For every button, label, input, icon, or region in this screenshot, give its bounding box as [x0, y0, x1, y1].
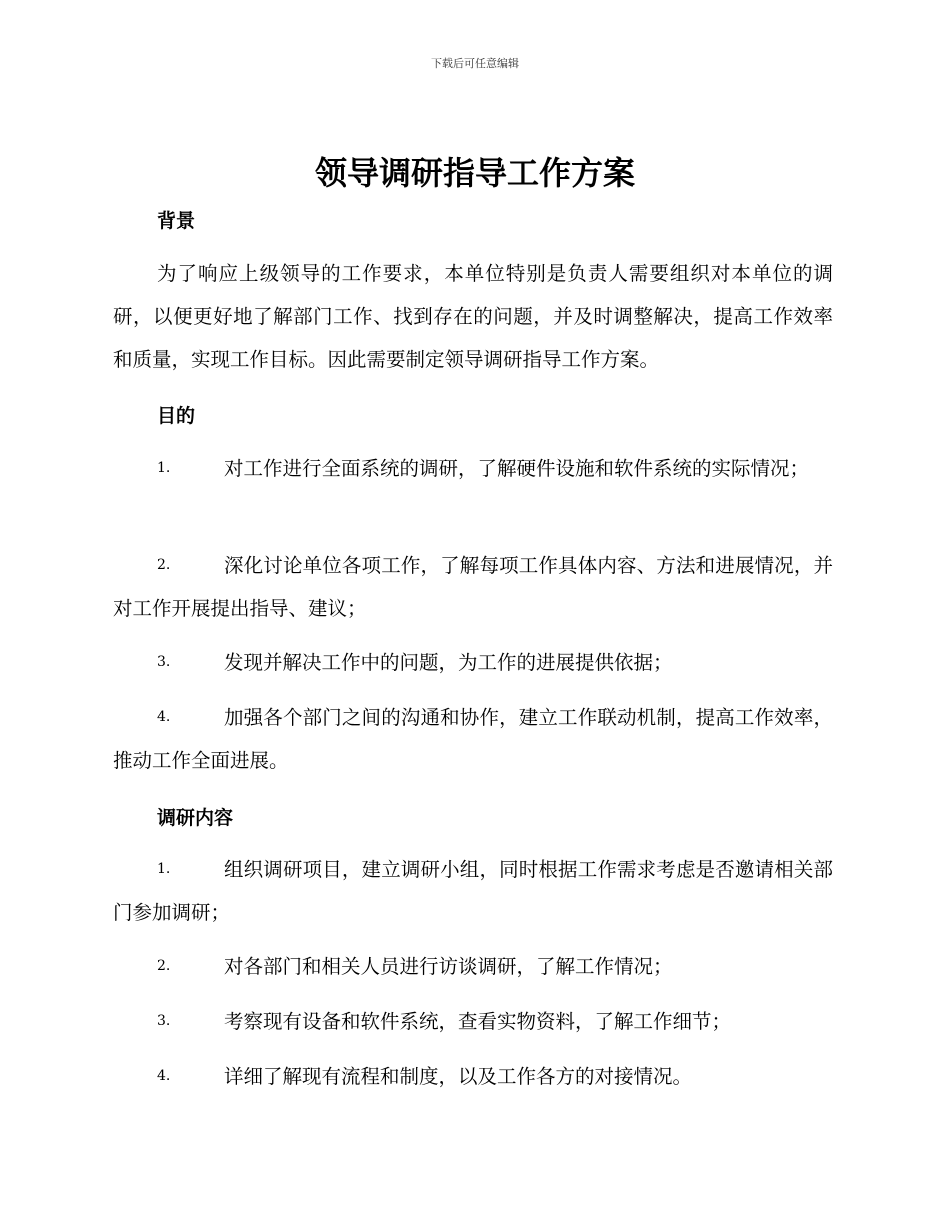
list-item-text: 详细了解现有流程和制度，以及工作各方的对接情况。 — [224, 1065, 693, 1088]
purpose-item-1 — [113, 447, 833, 490]
purpose-item-3 — [113, 641, 833, 684]
list-number: 4. — [157, 709, 171, 725]
list-item-text: 深化讨论单位各项工作，了解每项工作具体内容、方法和进展情况，并对工作开展提出指导、建议； — [113, 554, 833, 620]
heading-research-content: 调研内容 — [157, 807, 234, 829]
list-number: 1. — [157, 460, 171, 476]
content-item-3 — [113, 1000, 833, 1043]
purpose-item-2 — [113, 544, 833, 630]
background-paragraph: 为了响应上级领导的工作要求，本单位特别是负责人需要组织对本单位的调研，以便更好地了解部门工作、找到存在的问题，并及时调整解决，提高工作效率和质量，实现工作目标。因此需要制定领导调研指导工作方案。 — [113, 262, 833, 371]
document-title: 领导调研指导工作方案 — [314, 154, 635, 192]
list-item-text: 对各部门和相关人员进行访谈调研，了解工作情况； — [224, 955, 673, 978]
heading-purpose: 目的 — [157, 405, 196, 427]
purpose-item-4 — [113, 696, 833, 782]
list-number: 3. — [157, 654, 171, 670]
list-item-text: 发现并解决工作中的问题，为工作的进展提供依据； — [224, 651, 673, 674]
list-number: 2. — [157, 958, 171, 974]
list-number: 1. — [157, 861, 171, 877]
content-item-1 — [113, 848, 833, 934]
list-item-text: 对工作进行全面系统的调研，了解硬件设施和软件系统的实际情况； — [224, 457, 810, 480]
content-item-4 — [113, 1055, 833, 1098]
content-item-2 — [113, 945, 833, 988]
list-number: 4. — [157, 1068, 171, 1084]
list-item-text: 考察现有设备和软件系统，查看实物资料，了解工作细节； — [224, 1010, 732, 1033]
header-note: 下载后可任意编辑 — [431, 57, 519, 70]
list-number: 3. — [157, 1013, 171, 1029]
heading-background: 背景 — [157, 210, 196, 232]
list-item-text: 加强各个部门之间的沟通和协作，建立工作联动机制，提高工作效率，推动工作全面进展。 — [113, 706, 833, 772]
list-number: 2. — [157, 557, 171, 573]
list-item-text: 组织调研项目，建立调研小组，同时根据工作需求考虑是否邀请相关部门参加调研； — [113, 858, 833, 924]
